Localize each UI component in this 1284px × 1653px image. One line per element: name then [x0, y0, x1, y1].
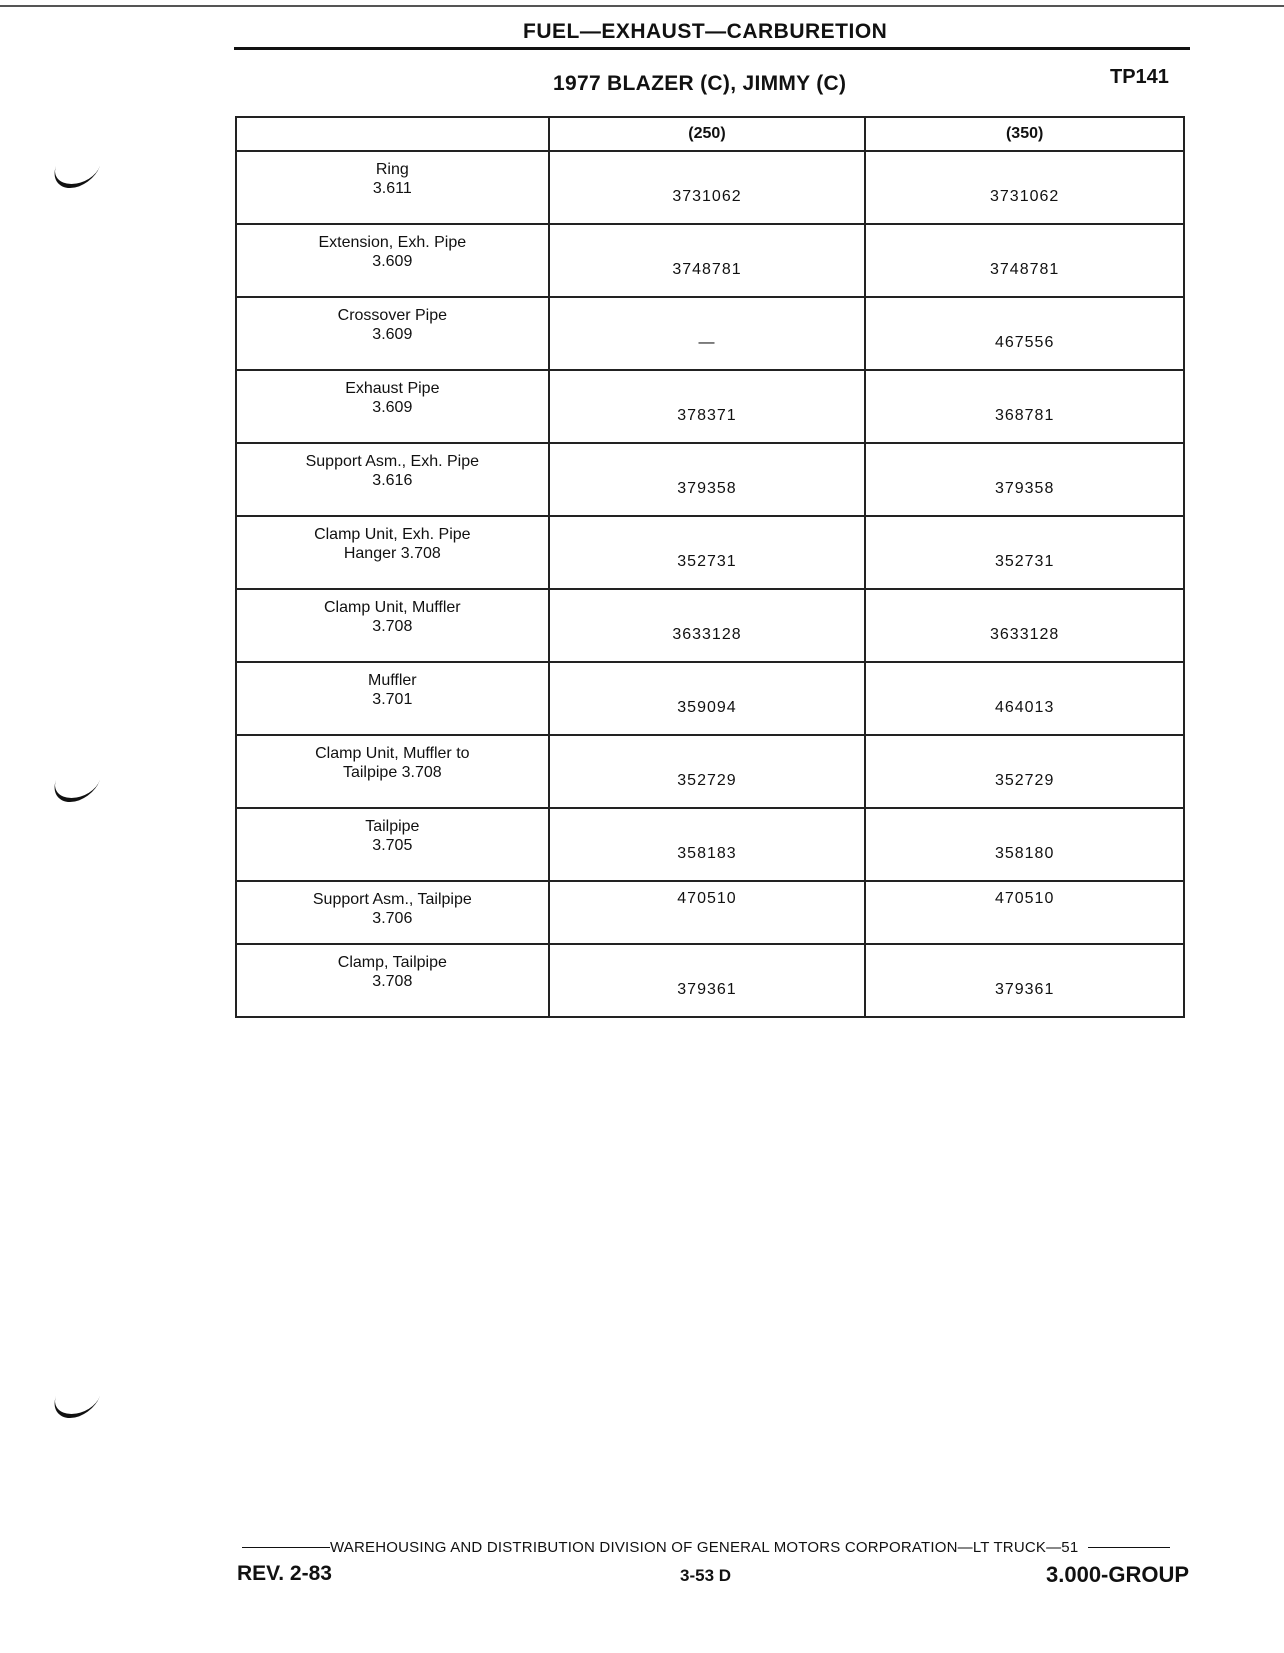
header-rule — [234, 47, 1190, 50]
part-name: Clamp Unit, Exh. Pipe — [314, 526, 471, 543]
part-description — [236, 151, 549, 224]
part-description — [236, 224, 549, 297]
part-name: Extension, Exh. Pipe — [318, 234, 467, 251]
part-number-250: 359094 — [549, 662, 866, 735]
table-row — [236, 662, 1184, 735]
part-name: Crossover Pipe — [337, 307, 448, 324]
part-description — [236, 881, 549, 944]
binder-hole-mark — [48, 1396, 100, 1418]
part-number-350: 352731 — [865, 516, 1184, 589]
part-number-350: 358180 — [865, 808, 1184, 881]
footer-division-text: WAREHOUSING AND DISTRIBUTION DIVISION OF GENERAL MOTORS CORPORATION—LT TRUCK—51 — [330, 1539, 1079, 1556]
part-description — [236, 370, 549, 443]
table-row — [236, 297, 1184, 370]
part-ref: 3.609 — [372, 253, 413, 270]
part-number-250: 352731 — [549, 516, 866, 589]
doc-title: 1977 BLAZER (C), JIMMY (C) — [553, 72, 847, 95]
table-header-row — [236, 117, 1184, 151]
table-row — [236, 370, 1184, 443]
part-description — [236, 297, 549, 370]
binder-hole-mark — [48, 780, 100, 802]
part-description — [236, 443, 549, 516]
part-description — [236, 662, 549, 735]
part-number-350: 470510 — [865, 881, 1184, 944]
part-name: Support Asm., Tailpipe — [312, 891, 472, 908]
column-header-250: (250) — [549, 117, 866, 151]
part-number-250: 379361 — [549, 944, 866, 1017]
table-row — [236, 808, 1184, 881]
table-row — [236, 224, 1184, 297]
part-name: Exhaust Pipe — [345, 380, 440, 397]
part-number-350: 379358 — [865, 443, 1184, 516]
group-label: 3.000-GROUP — [1046, 1562, 1190, 1587]
part-description — [236, 516, 549, 589]
part-number-350: 379361 — [865, 944, 1184, 1017]
part-number-250: 358183 — [549, 808, 866, 881]
footer-rule-left — [242, 1547, 330, 1548]
table-row — [236, 944, 1184, 1017]
table-row — [236, 443, 1184, 516]
part-number-250: 3633128 — [549, 589, 866, 662]
part-name: Muffler — [368, 672, 417, 689]
part-number-250: 379358 — [549, 443, 866, 516]
part-number-350: 368781 — [865, 370, 1184, 443]
part-ref: Hanger 3.708 — [343, 545, 441, 562]
part-number-250: 3731062 — [549, 151, 866, 224]
part-description — [236, 589, 549, 662]
section-title: FUEL—EXHAUST—CARBURETION — [523, 20, 888, 43]
column-header-description — [236, 117, 549, 151]
part-number-350: 464013 — [865, 662, 1184, 735]
part-name: Ring — [375, 161, 409, 178]
part-ref: 3.609 — [372, 399, 413, 416]
column-header-350: (350) — [865, 117, 1184, 151]
part-description — [236, 808, 549, 881]
table-row — [236, 516, 1184, 589]
revision-label: REV. 2-83 — [237, 1562, 332, 1585]
part-number-350: 467556 — [865, 297, 1184, 370]
part-number-350: 352729 — [865, 735, 1184, 808]
part-name: Clamp, Tailpipe — [337, 954, 447, 971]
part-number-250: 470510 — [549, 881, 866, 944]
doc-code: TP141 — [1110, 66, 1169, 88]
part-ref: 3.616 — [372, 472, 413, 489]
part-name: Support Asm., Exh. Pipe — [305, 453, 480, 470]
table-row — [236, 735, 1184, 808]
footer-rule-right — [1088, 1547, 1170, 1548]
binder-hole-mark — [48, 166, 100, 188]
part-ref: 3.706 — [372, 910, 413, 927]
page-number: 3-53 D — [680, 1566, 732, 1585]
part-ref: 3.701 — [372, 691, 413, 708]
part-ref: 3.708 — [372, 618, 413, 635]
part-number-250: — — [549, 297, 866, 370]
part-description — [236, 735, 549, 808]
part-number-350: 3748781 — [865, 224, 1184, 297]
part-number-350: 3633128 — [865, 589, 1184, 662]
part-ref: 3.609 — [372, 326, 413, 343]
footer-division-line — [242, 1539, 1202, 1556]
top-scan-rule — [0, 5, 1284, 7]
part-name: Clamp Unit, Muffler — [324, 599, 461, 616]
part-number-350: 3731062 — [865, 151, 1184, 224]
table-row — [236, 151, 1184, 224]
part-name: Clamp Unit, Muffler to — [315, 745, 470, 762]
part-number-250: 352729 — [549, 735, 866, 808]
part-ref: 3.611 — [372, 180, 412, 197]
table-row — [236, 589, 1184, 662]
table-row — [236, 881, 1184, 944]
part-number-250: 378371 — [549, 370, 866, 443]
part-ref: 3.705 — [372, 837, 413, 854]
parts-table — [235, 116, 1185, 1018]
part-name: Tailpipe — [365, 818, 420, 835]
part-number-250: 3748781 — [549, 224, 866, 297]
part-ref: Tailpipe 3.708 — [342, 764, 442, 781]
part-ref: 3.708 — [372, 973, 413, 990]
part-description — [236, 944, 549, 1017]
